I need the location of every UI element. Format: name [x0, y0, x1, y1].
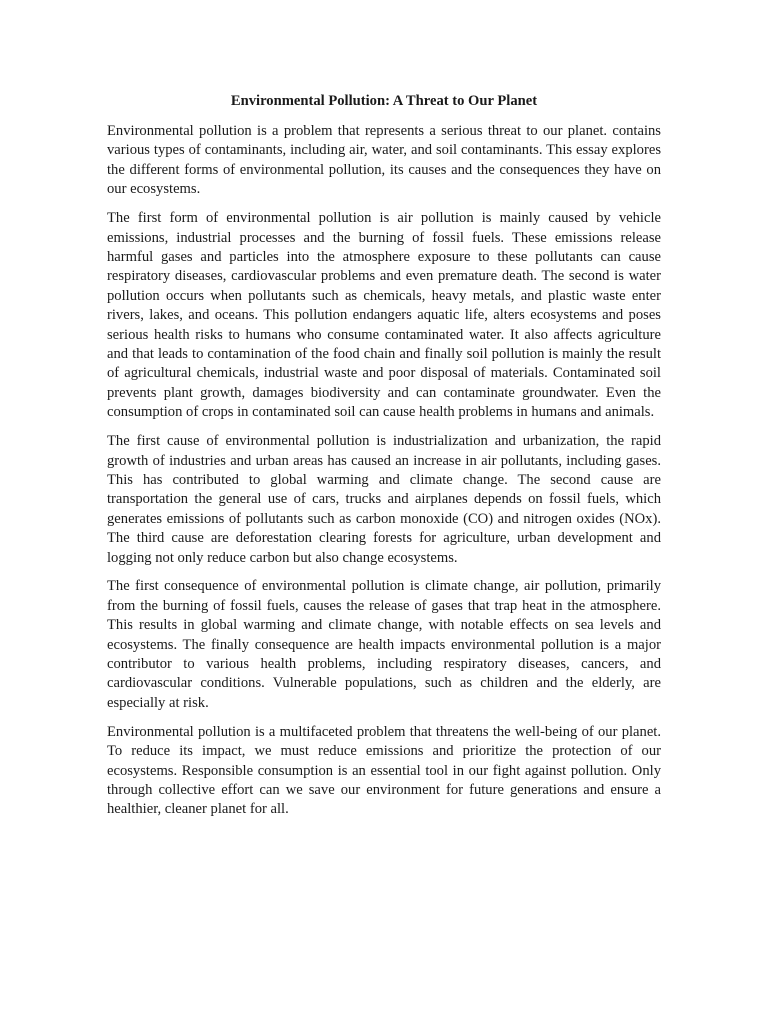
paragraph-forms: The first form of environmental pollution is air pollution is mainly caused by vehicle emissions, industrial processes and the burning of fossil fuels. These emissions release harmful gases and particles into the atmosphere exposure to these pollutants can cause respiratory diseases, cardiovascular problems and even premature death. The second is water pollution occurs when pollutants such as chemicals, heavy metals, and plastic waste enter rivers, lakes, and oceans. This pollution endangers aquatic life, alters ecosystems and poses serious health risks to humans who consume contaminated water. It also affects agriculture and that leads to contamination of the food chain and finally soil pollution is mainly the result of agricultural chemicals, industrial waste and poor disposal of materials. Contaminated soil prevents plant growth, damages biodiversity and can contaminate groundwater. Even the consumption of crops in contaminated soil can cause health problems in humans and animals.	[107, 210, 661, 421]
paragraph-introduction: Environmental pollution is a problem that represents a serious threat to our planet. contains various types of contaminants, including air, water, and soil contaminants. This essay explores the different forms of environmental pollution, its causes and the consequences they have on our ecosystems.	[107, 123, 661, 198]
document-title: Environmental Pollution: A Threat to Our Planet	[230, 93, 538, 109]
paragraph-conclusion: Environmental pollution is a multifaceted problem that threatens the well-being of our planet. To reduce its impact, we must reduce emissions and prioritize the protection of our ecosystems. Responsible consumption is an essential tool in our fight against pollution. Only through collective effort can we save our environment for future generations and ensure a healthier, cleaner planet for all.	[107, 723, 661, 818]
paragraph-causes: The first cause of environmental pollution is industrialization and urbanization, the rapid growth of industries and urban areas has caused an increase in air pollutants, including gases. This has contributed to global warming and climate change. The second cause are transportation the general use of cars, trucks and airplanes depends on fossil fuels, which generates emissions of pollutants such as carbon monoxide (CO) and nitrogen oxides (NOx). The third cause are deforestation clearing forests for agriculture, urban development and logging not only reduce carbon but also change ecosystems.	[107, 433, 661, 566]
paragraph-consequences: The first consequence of environmental pollution is climate change, air pollution, primarily from the burning of fossil fuels, causes the release of gases that trap heat in the atmosphere. This results in global warming and climate change, with notable effects on sea levels and ecosystems. The finally consequence are health impacts environmental pollution is a major contributor to various health problems, including respiratory diseases, cancers, and cardiovascular conditions. Vulnerable populations, such as children and the elderly, are especially at risk.	[107, 578, 661, 711]
